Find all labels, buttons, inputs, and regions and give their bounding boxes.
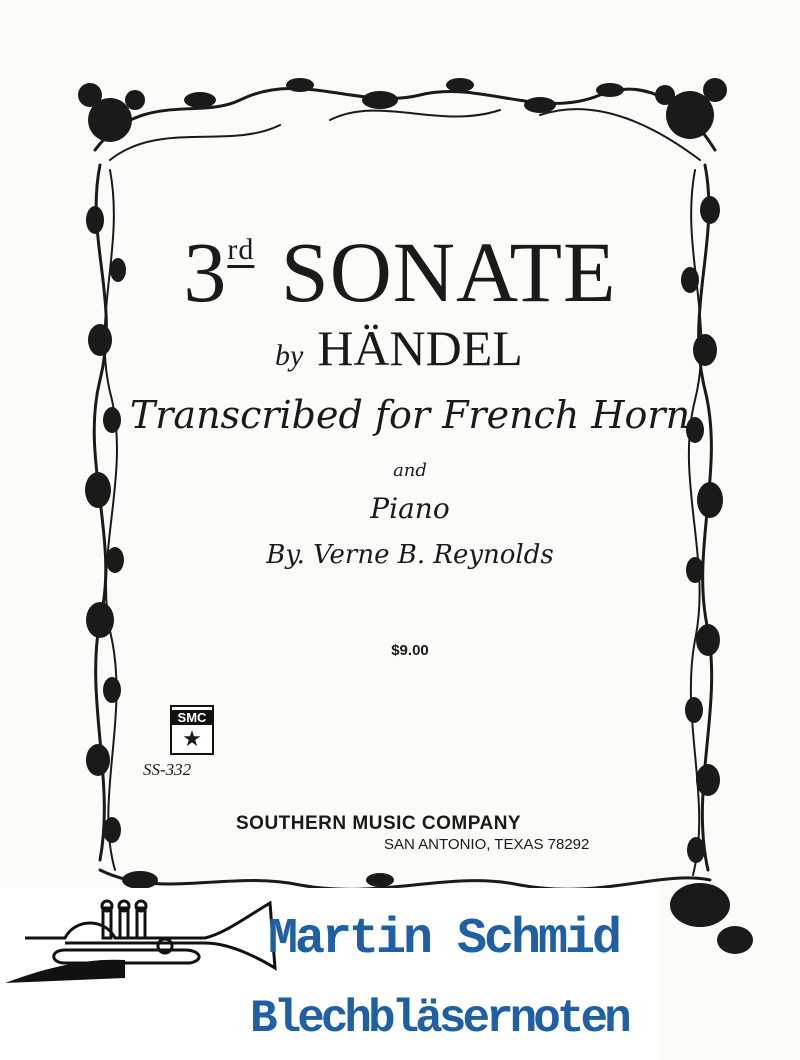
publisher-logo	[170, 705, 214, 755]
trumpet-icon	[5, 888, 295, 988]
shop-watermark-banner	[0, 888, 800, 1060]
transcription-note: Transcribed for French Horn	[129, 393, 691, 437]
title-number: 3	[183, 224, 228, 320]
title	[0, 205, 800, 320]
instrument-piano: Piano	[370, 492, 450, 525]
catalog-number: SS-332	[143, 760, 192, 779]
composer-name: HÄNDEL	[317, 320, 523, 376]
title-word: SONATE	[280, 224, 617, 320]
title-ordinal: rd	[227, 233, 255, 266]
price: $9.00	[391, 642, 429, 659]
and-label: and	[393, 460, 427, 481]
arranger-credit: By. Verne B. Reynolds	[266, 540, 554, 570]
publisher-name: SOUTHERN MUSIC COMPANY	[236, 813, 522, 834]
star-icon: ★	[182, 726, 202, 751]
publisher-address: SAN ANTONIO, TEXAS 78292	[384, 836, 590, 853]
shop-subtitle: Blechbläsernoten	[250, 993, 628, 1045]
logo-text: SMC	[172, 710, 212, 725]
composer-line	[275, 320, 523, 384]
shop-name: Martin Schmid	[268, 911, 620, 968]
by-label: by	[275, 339, 304, 372]
